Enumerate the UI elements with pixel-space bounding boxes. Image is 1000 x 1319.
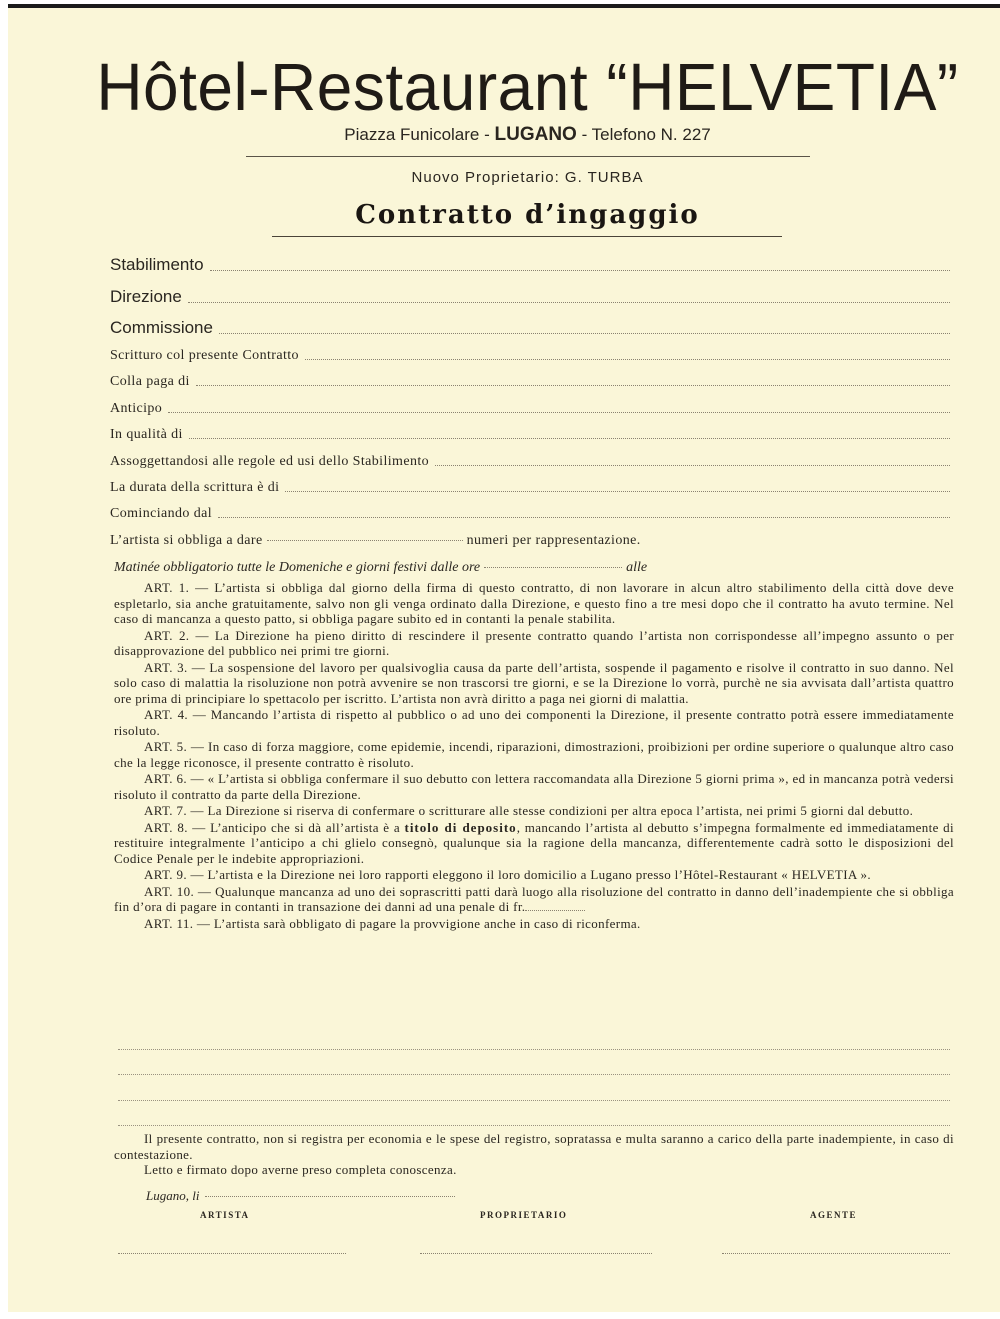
notes-line[interactable] — [118, 1073, 950, 1075]
field-commissione[interactable] — [110, 318, 950, 338]
closing-text — [114, 1131, 954, 1178]
performance-line[interactable] — [110, 533, 641, 549]
article-7: ART. 7. — La Direzione si riserva di confermare o scritturare alle stesse condizioni per altra epoca l’artista, nei primi 5 giorni dal debutto. — [144, 803, 914, 818]
contract-title-underline — [272, 236, 782, 237]
matinee-suffix: alle — [626, 560, 648, 575]
field-direzione[interactable] — [110, 287, 950, 307]
notes-line[interactable] — [118, 1099, 950, 1101]
field-label: Commissione — [110, 318, 213, 337]
article-8 — [114, 820, 954, 867]
header-divider — [246, 156, 810, 157]
field-label: La durata della scrittura è di — [110, 480, 280, 495]
date-blank[interactable] — [205, 1196, 455, 1197]
field-anticipo[interactable] — [110, 401, 950, 417]
field-paga[interactable] — [110, 374, 950, 390]
penalty-blank[interactable] — [525, 910, 585, 911]
article-3: ART. 3. — La sospensione del lavoro per qualsivoglia causa da parte dell’artista, sospende il pagamento e risolve il contratto in suo danno. Nel solo caso di malattia la risoluzione non potrà avvenire se non trascorsi tre giorni, e se la Direzione lo vorrà, purchè ne sia avvisata dall’artista quattro ore prima di principiare lo spettacolo per iscritto. L’artista non avrà diritto a paga nei giorni di malattia. — [114, 659, 954, 706]
field-label: Colla paga di — [110, 374, 190, 389]
signature-line-owner[interactable] — [420, 1252, 652, 1254]
matinee-blank[interactable] — [484, 567, 622, 568]
contract-title: Contratto d’ingaggio — [355, 200, 700, 230]
article-9: ART. 9. — L’artista e la Direzione nei loro rapporti eleggono il loro domicilio a Lugano presso l’Hôtel-Restaurant « HELVETIA ». — [144, 867, 871, 882]
city-name: LUGANO — [494, 124, 577, 145]
contract-articles — [114, 580, 954, 932]
signature-label-artist: ARTISTA — [200, 1210, 250, 1220]
field-label: Cominciando dal — [110, 506, 213, 521]
signature-line-artist[interactable] — [118, 1252, 346, 1254]
field-durata[interactable] — [110, 480, 950, 496]
hotel-address — [0, 124, 1000, 146]
closing-paragraph: Il presente contratto, non si registra per economia e le spese del registro, sopratassa e multa saranno a carico della parte inadempiente, in caso di contestazione. — [114, 1131, 954, 1162]
place-label: Lugano, li — [146, 1188, 200, 1203]
article-6: ART. 6. — « L’artista si obbliga confermare il suo debutto con lettera raccomandata alla Direzione 5 giorni prima », ed in mancanza potrà vedersi risoluto il contratto da parte della Direzione. — [114, 771, 954, 802]
place-date-line[interactable] — [146, 1188, 455, 1204]
matinee-line[interactable] — [114, 560, 647, 576]
performance-prefix: L’artista si obbliga a dare — [110, 533, 263, 548]
field-label: Scritturo col presente Contratto — [110, 348, 299, 363]
article-2: ART. 2. — La Direzione ha pieno diritto di rescindere il presente contratto quando l’artista non corrispondesse all’impegno assunto o per disapprovazione del pubblico nei primi tre giorni. — [114, 627, 954, 658]
performance-suffix: numeri per rappresentazione. — [466, 533, 641, 548]
scan-edge — [8, 4, 1000, 8]
notes-line[interactable] — [118, 1048, 950, 1050]
hotel-title: Hôtel-Restaurant “HELVETIA” — [96, 49, 959, 125]
signature-label-owner: PROPRIETARIO — [480, 1210, 568, 1220]
article-8-post: , mancando l’artista al debutto s’impegna formalmente ed immediatamente di restituire integralmente l’anticipo a chi glielo consegnò, qualunque sia la ragione della mancanza, differentemente cadrà sotto le disposizioni del Codice Penale per le indebite appropriazioni. — [114, 819, 954, 866]
article-1: ART. 1. — L’artista si obbliga dal giorno della firma di questo contratto, di non lavorare in alcun altro stabilimento della città dove deve espletarlo, sia anche gratuitamente, salvo non gli venga ordinato dalla Direzione, e questo fino a tre mesi dopo che il contratto ha avuto termine. Nel caso di mancanza a questo patto, si obbliga pagare subito ed in contanti la penale stabilita. — [114, 580, 954, 626]
article-11: ART. 11. — L’artista sarà obbligato di pagare la provvigione anche in caso di riconferma. — [144, 915, 641, 931]
notes-line[interactable] — [118, 1124, 950, 1126]
field-label: Stabilimento — [110, 255, 204, 274]
closing-signature-note: Letto e firmato dopo averne preso completa conoscenza. — [144, 1162, 457, 1177]
owner-line: Nuovo Proprietario: G. TURBA — [411, 169, 644, 186]
field-stabilimento[interactable] — [110, 255, 950, 275]
field-label: Direzione — [110, 287, 182, 306]
field-qualita[interactable] — [110, 427, 950, 443]
address-left: Piazza Funicolare - — [344, 125, 490, 144]
signature-line-agent[interactable] — [722, 1252, 950, 1254]
performance-blank[interactable] — [267, 540, 463, 541]
field-label: Assoggettandosi alle regole ed usi dello Stabilimento — [110, 454, 430, 469]
field-label: In qualità di — [110, 427, 183, 442]
signature-label-agent: AGENTE — [810, 1210, 858, 1220]
field-scritturo[interactable] — [110, 348, 950, 364]
article-8-pre: ART. 8. — L’anticipo che si dà all’artista è a — [144, 819, 400, 835]
article-10-text: ART. 10. — Qualunque mancanza ad uno dei soprascritti patti darà luogo alla risoluzione del contratto in danno dell’inadempiente che si obbliga fin d’ora di pagare in contanti in transazione dei danni ad una penale di fr. — [114, 883, 954, 914]
field-label: Anticipo — [110, 401, 163, 416]
article-4: ART. 4. — Mancando l’artista di rispetto al pubblico o ad uno dei componenti la Direzione, il presente contratto potrà essere immediatamente risoluto. — [114, 707, 954, 738]
matinee-prefix: Matinée obbligatorio tutte le Domeniche e giorni festivi dalle ore — [114, 560, 481, 575]
field-regole[interactable] — [110, 454, 950, 470]
article-8-bold: titolo di deposito — [404, 819, 517, 835]
address-right: - Telefono N. 227 — [581, 125, 711, 144]
article-5: ART. 5. — In caso di forza maggiore, come epidemie, incendi, riparazioni, dimostrazioni, proibizioni per ordine superiore o qualunque altro caso che la legge riconosce, il presente contratto è risoluto. — [114, 739, 954, 770]
field-cominciando[interactable] — [110, 506, 950, 522]
article-10 — [114, 884, 954, 915]
